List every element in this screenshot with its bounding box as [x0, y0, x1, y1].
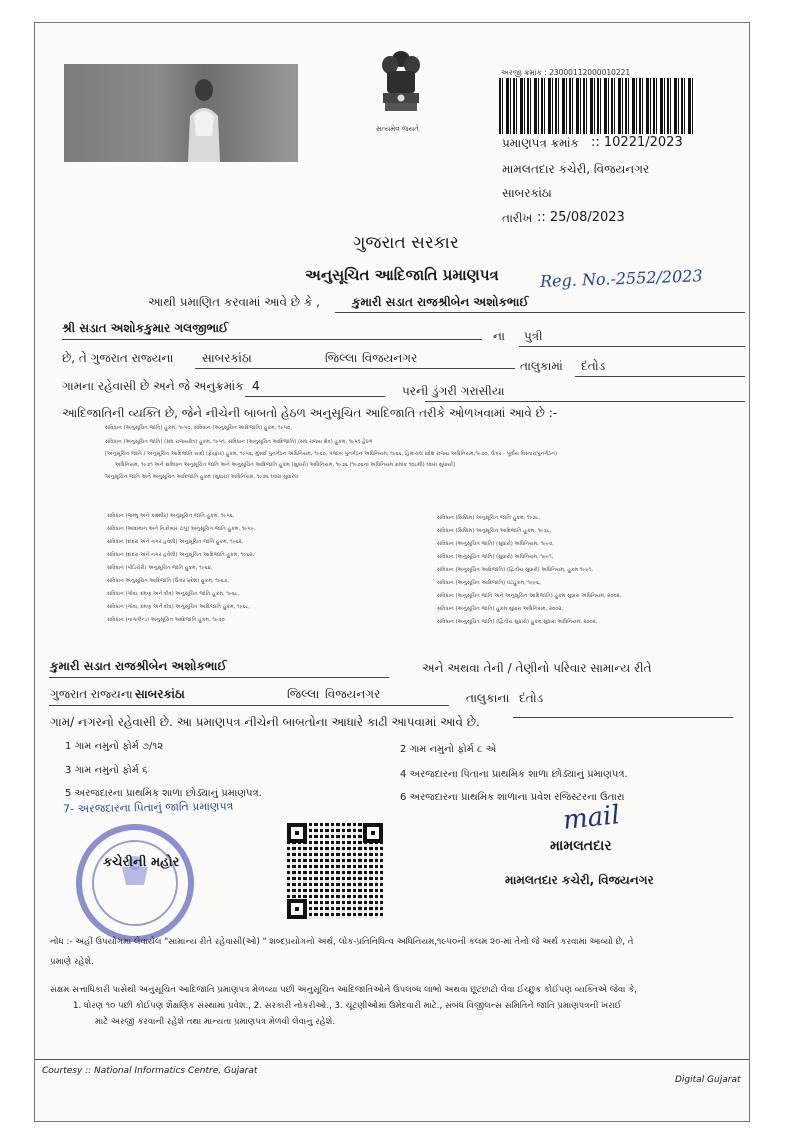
document-item: 1 ગામ નમુનો ફોર્મ ૭/૧૨ — [65, 741, 164, 752]
order-left: સંવિધાન અનુસૂચિત આદિજાતિ (ઉત્તર પ્રદેશ) હુકમ, ૧૯૬૭, — [107, 578, 230, 584]
designation-office: મામલતદાર કચેરી, વિજયનગર — [505, 873, 654, 887]
residence-district-label: જિલ્લા — [287, 687, 320, 701]
order-right: સંવિધાન (અનુસૂચિત જાતિ) હુકમ સુધારા અધિનિયમ, ૨૦૦૨, — [437, 606, 564, 612]
certify-prefix: આથી પ્રમાણિત કરવામાં આવે છે કે , — [148, 295, 320, 309]
courtesy-text: Courtesy :: National Informatics Centre, Gujarat — [42, 1066, 258, 1076]
district-value: સાબરકાંઠા — [202, 351, 252, 365]
certificate-title: અનુસૂચિત આદિજાતિ પ્રમાણપત્ર — [305, 266, 499, 284]
person-silhouette-icon — [184, 76, 224, 162]
resident-name: કુમારી સડાત રાજશ્રીબેન અશોકભાઈ — [50, 659, 227, 673]
barcode — [499, 78, 695, 134]
village-prefix: ગામના રહેવાસી છે અને જે અનુક્રમાંક — [62, 379, 244, 393]
order-left: સંવિધાન (જમ્મુ અને કાશ્મીર) અનુસૂચિત જાતિ હુકમ, ૧૯૫૬, — [107, 513, 235, 519]
date-label: તારીખ — [502, 211, 533, 225]
district-label: જિલ્લા — [325, 351, 358, 365]
village-value: દંતોડ — [581, 359, 606, 373]
order-left: સંવિધાન (આંદામાન અને નિકોબાર ટાપુ) અનુસૂચિત જાતિ હુકમ, ૧૯૫૯, — [107, 526, 256, 532]
serial-number: 4 — [252, 379, 260, 393]
document-item: 6 અરજદારના પ્રાથમિક શાળાના પ્રવેશ રજિસ્ટરના ઉતારા — [400, 792, 625, 803]
order-left: સંવિધાન (નાગાલેન્ડ) અનુસૂચિત આદિજાતિ હુકમ, ૧૯૭૦ — [107, 617, 225, 623]
note-line: 1. ધોરણ ૧૦ પછી કોઈપણ શૈક્ષણિક સંસ્થામાં પ્રવેશ., 2. સરકારી નોકરીઓ., 3. ચૂંટણીઓમાં ઉમેદવારી માટે., સંબંધ વિજીલન્સ સમિતિને જાતિ પ્રમાણપત્રની ખરાઈ — [73, 1001, 622, 1011]
order-left: સંવિધાન (દાદરા અને નગર હવેલી) અનુસૂચિત આદિજાતિ હુકમ, ૧૯૬૨, — [107, 552, 254, 558]
taluka-label: તાલુકામાં — [520, 359, 563, 373]
order-right: સંવિધાન (અનુસૂચિત જાતિ) (સુધારો) અધિનિયમ, ૧૯૯૧, — [437, 554, 554, 560]
order-right: સંવિધાન (અનુસૂચિત જાતિ) (દ્વિતીય સુધારો) હુકમ સુધારા અધિનિયમ, ૨૦૦૨, — [437, 619, 598, 625]
residence-taluka-district: વિજયનગર — [325, 687, 381, 701]
recognised-text: આદિજાતિની વ્યક્તિ છે, જેને નીચેની બાબતો હેઠળ અનુસૂચિત આદિજાતિ તરીકે ઓળખવામાં આવે છે :- — [62, 406, 558, 420]
line-village — [575, 376, 745, 377]
order-line: અનુસૂચિત જાતિ અને અનુસૂચિત આદિજાતિ હુકમ (સુધારા) અધિનિયમ, ૧૯૭૬ ઘ્વારા સુધારેલ — [105, 474, 299, 480]
order-line: સંવિધાન (અનુસૂચિત જાતિ) (સંઘ રાજ્યક્ષેત્ર) હુકમ, ૧૯૫૧, સંવિધાન (અનુસૂચિત આદિજાતિ) (સંઘ રાજ્ય ક્ષેત્ર) હુકમ, ૧૯૫૧ હેઠળ — [105, 439, 373, 445]
certificate-number: :: 10221/2023 — [591, 135, 683, 150]
handwritten-document-7: 7- અરજદારના પિતાનું જાતિ પ્રમાણપત્ર — [62, 799, 234, 816]
note-line: પ્રમાણે રહેશે. — [50, 957, 94, 967]
para-label: પરની — [402, 384, 429, 398]
tribe-name: ડુંગરી ગરાસીયા — [432, 384, 505, 398]
emblem-caption: સત્યમેવ જયતે — [376, 125, 419, 133]
order-left: સંવિધાન (ગોવા, દમણ અને દીવ) અનુસૂચિત આદિજાતિ હુકમ, ૧૯૬૮, — [107, 604, 251, 610]
issuing-district: સાબરકાંઠા — [502, 186, 552, 200]
note-line: નોંધ :- અહીં ઉપયોગમાં લેવાયેલ "સામાન્ય રીતે રહેવાસી(ઓ) " શબ્દપ્રયોગનો અર્થ, લોક-પ્રતિનિધિત્વ અધિનિયમ,૧૯૫૦ની કલમ ૨૦-માં તેનો જે અર્થ કરવામાં આવ્યો છે, તે — [50, 937, 634, 947]
order-right: સંવિધાન (સિક્કિમ) અનુસૂચિત જાતિ હુકમ, ૧૯૭૮, — [437, 515, 541, 521]
order-right: સંવિધાન (સિક્કિમ) અનુસૂચિત આદિજાતિ હુકમ, ૧૯૭૮, — [437, 528, 552, 534]
order-line: [અનુસૂચિત જાતિ / અનુસૂચિત આદિજાતિ યાદી (ફેરફાર) હુકમ, ૧૯૫૬, મુંબઈ પુનર્ગઠન અધિનિયમ, ૧૯૬૦, પંજાબ પુનર્ગઠન અધિનિયમ, ૧૯૬૬, હિમાચલ પ્રદેશ રાજ્ય અધિનિયમ,૧૯૭૦, ઉત્તર - પૂર્વીય વિસ્તાર(પુનર્ગઠન) — [105, 451, 557, 457]
line-district — [195, 368, 515, 369]
state-emblem-icon — [375, 49, 427, 133]
document-item: 2 ગામ નમુનો ફોર્મ ૮ એ — [400, 744, 497, 755]
order-right: સંવિધાન (અનુસૂચિત આદિજાતિ) વટહુકમ, ૧૯૯૬, — [437, 580, 541, 586]
document-item: 5 અરજદારના પ્રાથમિક શાળા છોડ્યાનું પ્રમાણપત્ર. — [65, 788, 262, 799]
government-title: ગુજરાત સરકાર — [353, 233, 459, 253]
line-residence — [49, 705, 449, 706]
applicant-photo — [64, 64, 298, 162]
residence-state: ગુજરાત રાજ્યના — [50, 687, 133, 701]
line-father — [62, 339, 482, 340]
seal-text: કચેરીની મહોર — [103, 855, 180, 870]
order-right: સંવિધાન (અનુસૂચિત જાતિ અને અનુસૂચિત આદિજાતિ) હુકમ સુધારા અધિનિયમ, ૨૦૦૨, — [437, 593, 622, 599]
application-number: અરજી ક્રમાંક : 23000112000010221 — [501, 68, 631, 77]
certificate-number-label: પ્રમાણપત્ર ક્રમાંક — [502, 136, 580, 150]
line-applicant — [335, 312, 745, 313]
certificate-document — [34, 22, 750, 1122]
order-right: સંવિધાન (અનુસૂચિત જાતિ) (સુધારો) અધિનિયમ, ૧૯૯૦, — [437, 541, 554, 547]
order-right: સંવિધાન (અનુસૂચિત આદિજાતિ) (દ્વિતીય સુધારો) અધિનિયમ, હુકમ ૧૯૯૧, — [437, 567, 593, 573]
line-relation — [519, 346, 745, 347]
issuing-office: મામલતદાર કચેરી, વિજયનગર — [502, 162, 650, 176]
na-label: ના — [493, 329, 505, 343]
designation: મામલતદાર — [550, 838, 612, 854]
residence-taluka-label: તાલુકાના — [466, 691, 510, 705]
document-item: 4 અરજદારના પિતાના પ્રાથમિક શાળા છોડ્યાનું પ્રમાણપત્ર. — [400, 769, 628, 780]
residence-district: સાબરકાંઠા — [135, 687, 185, 701]
father-name: શ્રી સડાત અશોકકુમાર ગલજીભાઈ — [62, 321, 229, 335]
applicant-name: કુમારી સડાત રાજશ્રીબેન અશોકભાઈ — [352, 295, 529, 309]
registration-number: Reg. No.-2552/2023 — [539, 266, 703, 291]
order-left: સંવિધાન (દાદરા અને નગર હવેલી) અનુસૂચિત જાતિ હુકમ, ૧૯૬૨, — [107, 539, 244, 545]
relation: પુત્રી — [524, 329, 543, 343]
office-seal-icon — [72, 823, 198, 943]
taluka-district-value: વિજયનગર — [362, 351, 418, 365]
order-line: અધિનિયમ, ૧૯૭૧ અને સંવિધાન અનુસૂચિત જાતિ અને અનુસૂચિત આદિજાતિ હુકમ (સુધારો) અધિનિયમ, ૧૯૭૬ (૧૯૭૬ના અધિનિયમ ક્રમાંક ૧૦૮થી) ઘ્વારા સુધાર્યા] — [115, 462, 455, 468]
digital-gujarat-text: Digital Gujarat — [675, 1075, 741, 1085]
line-resident — [49, 677, 389, 678]
line-tribe — [425, 401, 745, 402]
note-line: માટે અરજી કરવાની રહેશે તથા માન્યતા પ્રમાણપત્ર મેળવી લેવાનું રહેશે. — [95, 1017, 336, 1027]
line-residence-village — [513, 717, 733, 718]
qr-code — [287, 823, 383, 919]
issue-date: :: 25/08/2023 — [537, 210, 625, 225]
residence-village: દંતોડ — [519, 691, 544, 705]
line-serial — [245, 396, 385, 397]
order-left: સંવિધાન (ગોવા, દમણ અને દીવ) અનુસૂચિત જાતિ હુકમ, ૧૯૬૮, — [107, 591, 240, 597]
signature-scribble: mail — [561, 800, 622, 836]
footer-divider — [35, 1059, 749, 1060]
order-left: સંવિધાન (પોંડિચેરી) અનુસૂચિત જાતિ હુકમ, ૧૯૬૪, — [107, 565, 213, 571]
order-line: સંવિધાન (અનુસૂચિત જાતિ) હુકમ, ૧૯૫૦, સંવિધાન (અનુસૂચિત આદિજાતિ) હુકમ, ૧૯૫૦, — [105, 425, 292, 431]
state-prefix: છે, તે ગુજરાત રાજ્યના — [62, 351, 174, 365]
note-line: સક્ષમ સત્તાધિકારી પાસેથી અનુસૂચિત આદિજાતિ પ્રમાણપત્ર મેળવ્યા પછી અનુસૂચિત આદિજાતિઓને ઉપલબ્ધ લાભો અથવા છૂટછાટો લેવા ઈચ્છુક કોઈપણ વ્યક્તિએ જેવા કે, — [50, 985, 637, 995]
document-item: 3 ગામ નમુનો ફોર્મ ૬ — [65, 765, 148, 776]
residence-closing: ગામ/ નગરનો રહેવાસી છે. આ પ્રમાણપત્ર નીચેની બાબતોના આધારે કાઢી આપવામાં આવે છે. — [50, 715, 480, 729]
family-text: અને અથવા તેની / તેણીનો પરિવાર સામાન્ય રીતે — [422, 661, 652, 675]
